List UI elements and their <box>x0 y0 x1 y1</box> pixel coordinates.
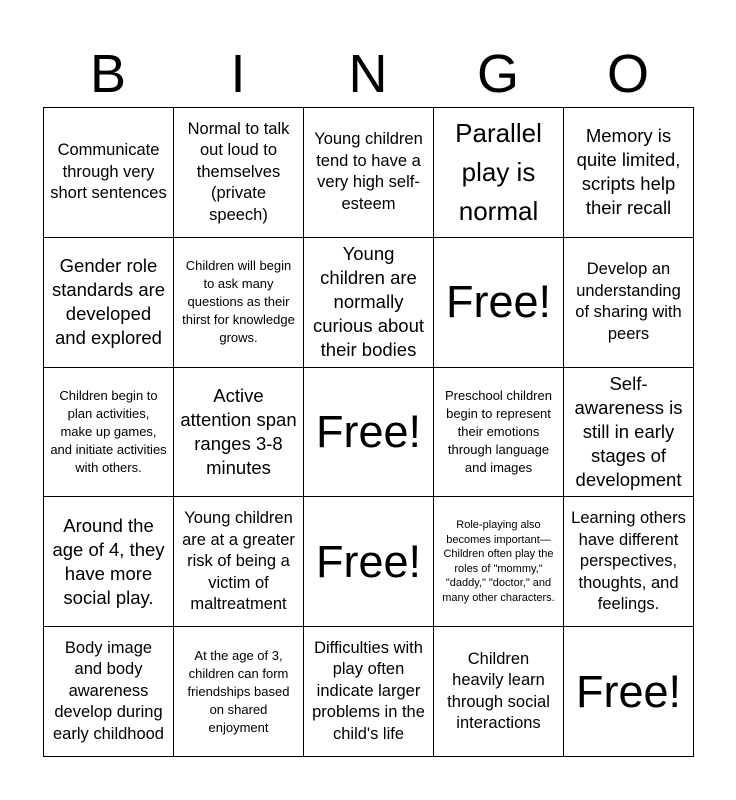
bingo-cell: Body image and body awareness develop during early childhood <box>44 627 174 757</box>
header-letter-n: N <box>348 44 388 104</box>
bingo-cell: Young children are normally curious about their bodies <box>304 237 434 367</box>
bingo-cell: Role-playing also becomes important—Children often play the roles of "mommy," "daddy," "doctor," and many other characters. <box>434 497 564 627</box>
bingo-board <box>43 107 694 757</box>
board-row <box>44 237 694 367</box>
bingo-header <box>43 44 693 104</box>
bingo-cell: Children will begin to ask many questions as their thirst for knowledge grows. <box>174 237 304 367</box>
header-letter-o: O <box>606 44 649 104</box>
bingo-cell: Learning others have different perspectives, thoughts, and feelings. <box>564 497 694 627</box>
bingo-cell: Children begin to plan activities, make up games, and initiate activities with others. <box>44 367 174 497</box>
header-letter-b: B <box>89 44 127 104</box>
bingo-cell: Gender role standards are developed and explored <box>44 237 174 367</box>
board-row <box>44 108 694 238</box>
bingo-cell: Young children tend to have a very high self-esteem <box>304 108 434 238</box>
bingo-cell: Active attention span ranges 3-8 minutes <box>174 367 304 497</box>
free-cell: Free! <box>304 367 434 497</box>
header-letter-g: G <box>476 44 519 104</box>
header-letter-i: I <box>230 44 246 104</box>
bingo-cell: Communicate through very short sentences <box>44 108 174 238</box>
bingo-cell: Children heavily learn through social interactions <box>434 627 564 757</box>
board-row <box>44 367 694 497</box>
free-cell: Free! <box>434 237 564 367</box>
bingo-cell: At the age of 3, children can form friendships based on shared enjoyment <box>174 627 304 757</box>
bingo-cell: Normal to talk out loud to themselves (private speech) <box>174 108 304 238</box>
bingo-cell: Young children are at a greater risk of being a victim of maltreatment <box>174 497 304 627</box>
bingo-cell: Develop an understanding of sharing with peers <box>564 237 694 367</box>
board-row <box>44 497 694 627</box>
bingo-cell: Parallel play is normal <box>434 108 564 238</box>
free-cell: Free! <box>564 627 694 757</box>
bingo-cell: Memory is quite limited, scripts help their recall <box>564 108 694 238</box>
bingo-cell: Preschool children begin to represent their emotions through language and images <box>434 367 564 497</box>
board-row <box>44 627 694 757</box>
free-cell: Free! <box>304 497 434 627</box>
bingo-cell: Self-awareness is still in early stages of development <box>564 367 694 497</box>
bingo-cell: Around the age of 4, they have more social play. <box>44 497 174 627</box>
bingo-cell: Difficulties with play often indicate larger problems in the child's life <box>304 627 434 757</box>
